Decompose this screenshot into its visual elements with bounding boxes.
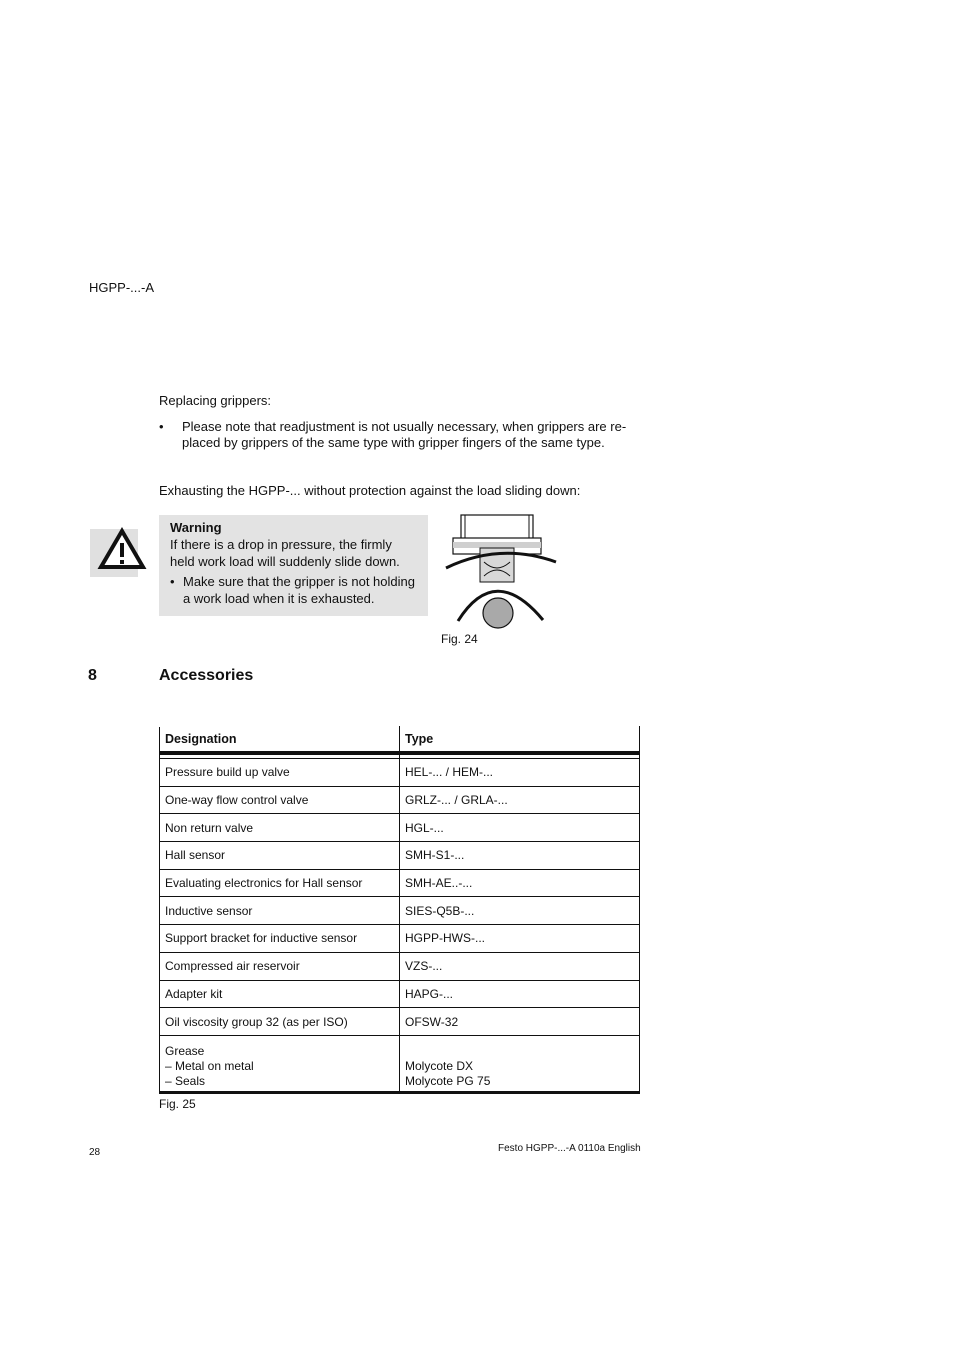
table-row: [160, 925, 640, 953]
warning-bullet: [170, 573, 420, 607]
grease-label: Grease: [165, 1043, 205, 1058]
designation-cell: Inductive sensor: [160, 897, 400, 925]
designation-cell: Pressure build up valve: [160, 759, 400, 787]
warning-line1: If there is a drop in pressure, the firmly: [170, 537, 392, 552]
replacing-bullet-line2: placed by grippers of the same type with gripper fingers of the same type.: [182, 435, 605, 450]
type-cell: HGPP-HWS-...: [400, 925, 640, 953]
table-row: [160, 814, 640, 842]
grease-seals-label: – Seals: [165, 1073, 206, 1088]
page-number: 28: [89, 1147, 101, 1158]
replacing-bullet: [159, 419, 639, 451]
designation-cell: Compressed air reservoir: [160, 952, 400, 980]
type-cell: [400, 1035, 640, 1092]
designation-cell: Hall sensor: [160, 842, 400, 870]
replacing-heading: Replacing grippers:: [159, 393, 272, 408]
accessories-table: [159, 726, 640, 1094]
warning-line2: held work load will suddenly slide down.: [170, 554, 400, 569]
section-number: 8: [88, 667, 97, 684]
designation-cell: Evaluating electronics for Hall sensor: [160, 869, 400, 897]
fig24-caption: Fig. 24: [441, 632, 478, 646]
table-header-row: [160, 727, 640, 754]
table-row: [160, 1008, 640, 1036]
document-info: Festo HGPP-...-A 0110a English: [498, 1143, 641, 1154]
table-row: [160, 1035, 640, 1092]
table-row: [160, 897, 640, 925]
gripper-figure: [440, 512, 560, 630]
bullet-dot: •: [170, 574, 175, 589]
grease-seals-type: Molycote PG 75: [405, 1073, 491, 1088]
type-cell: HEL-... / HEM-...: [400, 759, 640, 787]
type-cell: SMH-AE..-...: [400, 869, 640, 897]
warning-bullet-line1: Make sure that the gripper is not holding: [183, 574, 415, 589]
exhausting-heading: Exhausting the HGPP-... without protection against the load sliding down:: [159, 483, 581, 498]
table-row: [160, 842, 640, 870]
warning-bullet-line2: a work load when it is exhausted.: [183, 591, 375, 606]
table-row: [160, 786, 640, 814]
type-cell: HAPG-...: [400, 980, 640, 1008]
header-designation: Designation: [160, 727, 400, 754]
type-cell: VZS-...: [400, 952, 640, 980]
grease-metal-label: – Metal on metal: [165, 1058, 254, 1073]
designation-cell: Support bracket for inductive sensor: [160, 925, 400, 953]
designation-cell: Non return valve: [160, 814, 400, 842]
header-type: Type: [400, 727, 640, 754]
table-row: [160, 869, 640, 897]
designation-cell: [160, 1035, 400, 1092]
replacing-bullet-line1: Please note that readjustment is not usually necessary, when grippers are re-: [182, 419, 627, 434]
table-row: [160, 980, 640, 1008]
designation-cell: Oil viscosity group 32 (as per ISO): [160, 1008, 400, 1036]
bullet-dot: •: [159, 419, 164, 434]
grease-metal-type: Molycote DX: [405, 1058, 474, 1073]
fig25-caption: Fig. 25: [159, 1097, 196, 1111]
type-cell: SIES-Q5B-...: [400, 897, 640, 925]
type-cell: SMH-S1-...: [400, 842, 640, 870]
section-title: Accessories: [159, 667, 254, 684]
type-cell: HGL-...: [400, 814, 640, 842]
designation-cell: One-way flow control valve: [160, 786, 400, 814]
table-row: [160, 952, 640, 980]
type-cell: OFSW-32: [400, 1008, 640, 1036]
warning-box: [159, 515, 428, 616]
designation-cell: Adapter kit: [160, 980, 400, 1008]
running-header: HGPP-...-A: [89, 280, 155, 295]
warning-triangle-icon: [97, 521, 147, 569]
table-row: [160, 759, 640, 787]
warning-icon-panel: [90, 529, 138, 577]
type-cell: GRLZ-... / GRLA-...: [400, 786, 640, 814]
warning-title: Warning: [170, 520, 222, 535]
